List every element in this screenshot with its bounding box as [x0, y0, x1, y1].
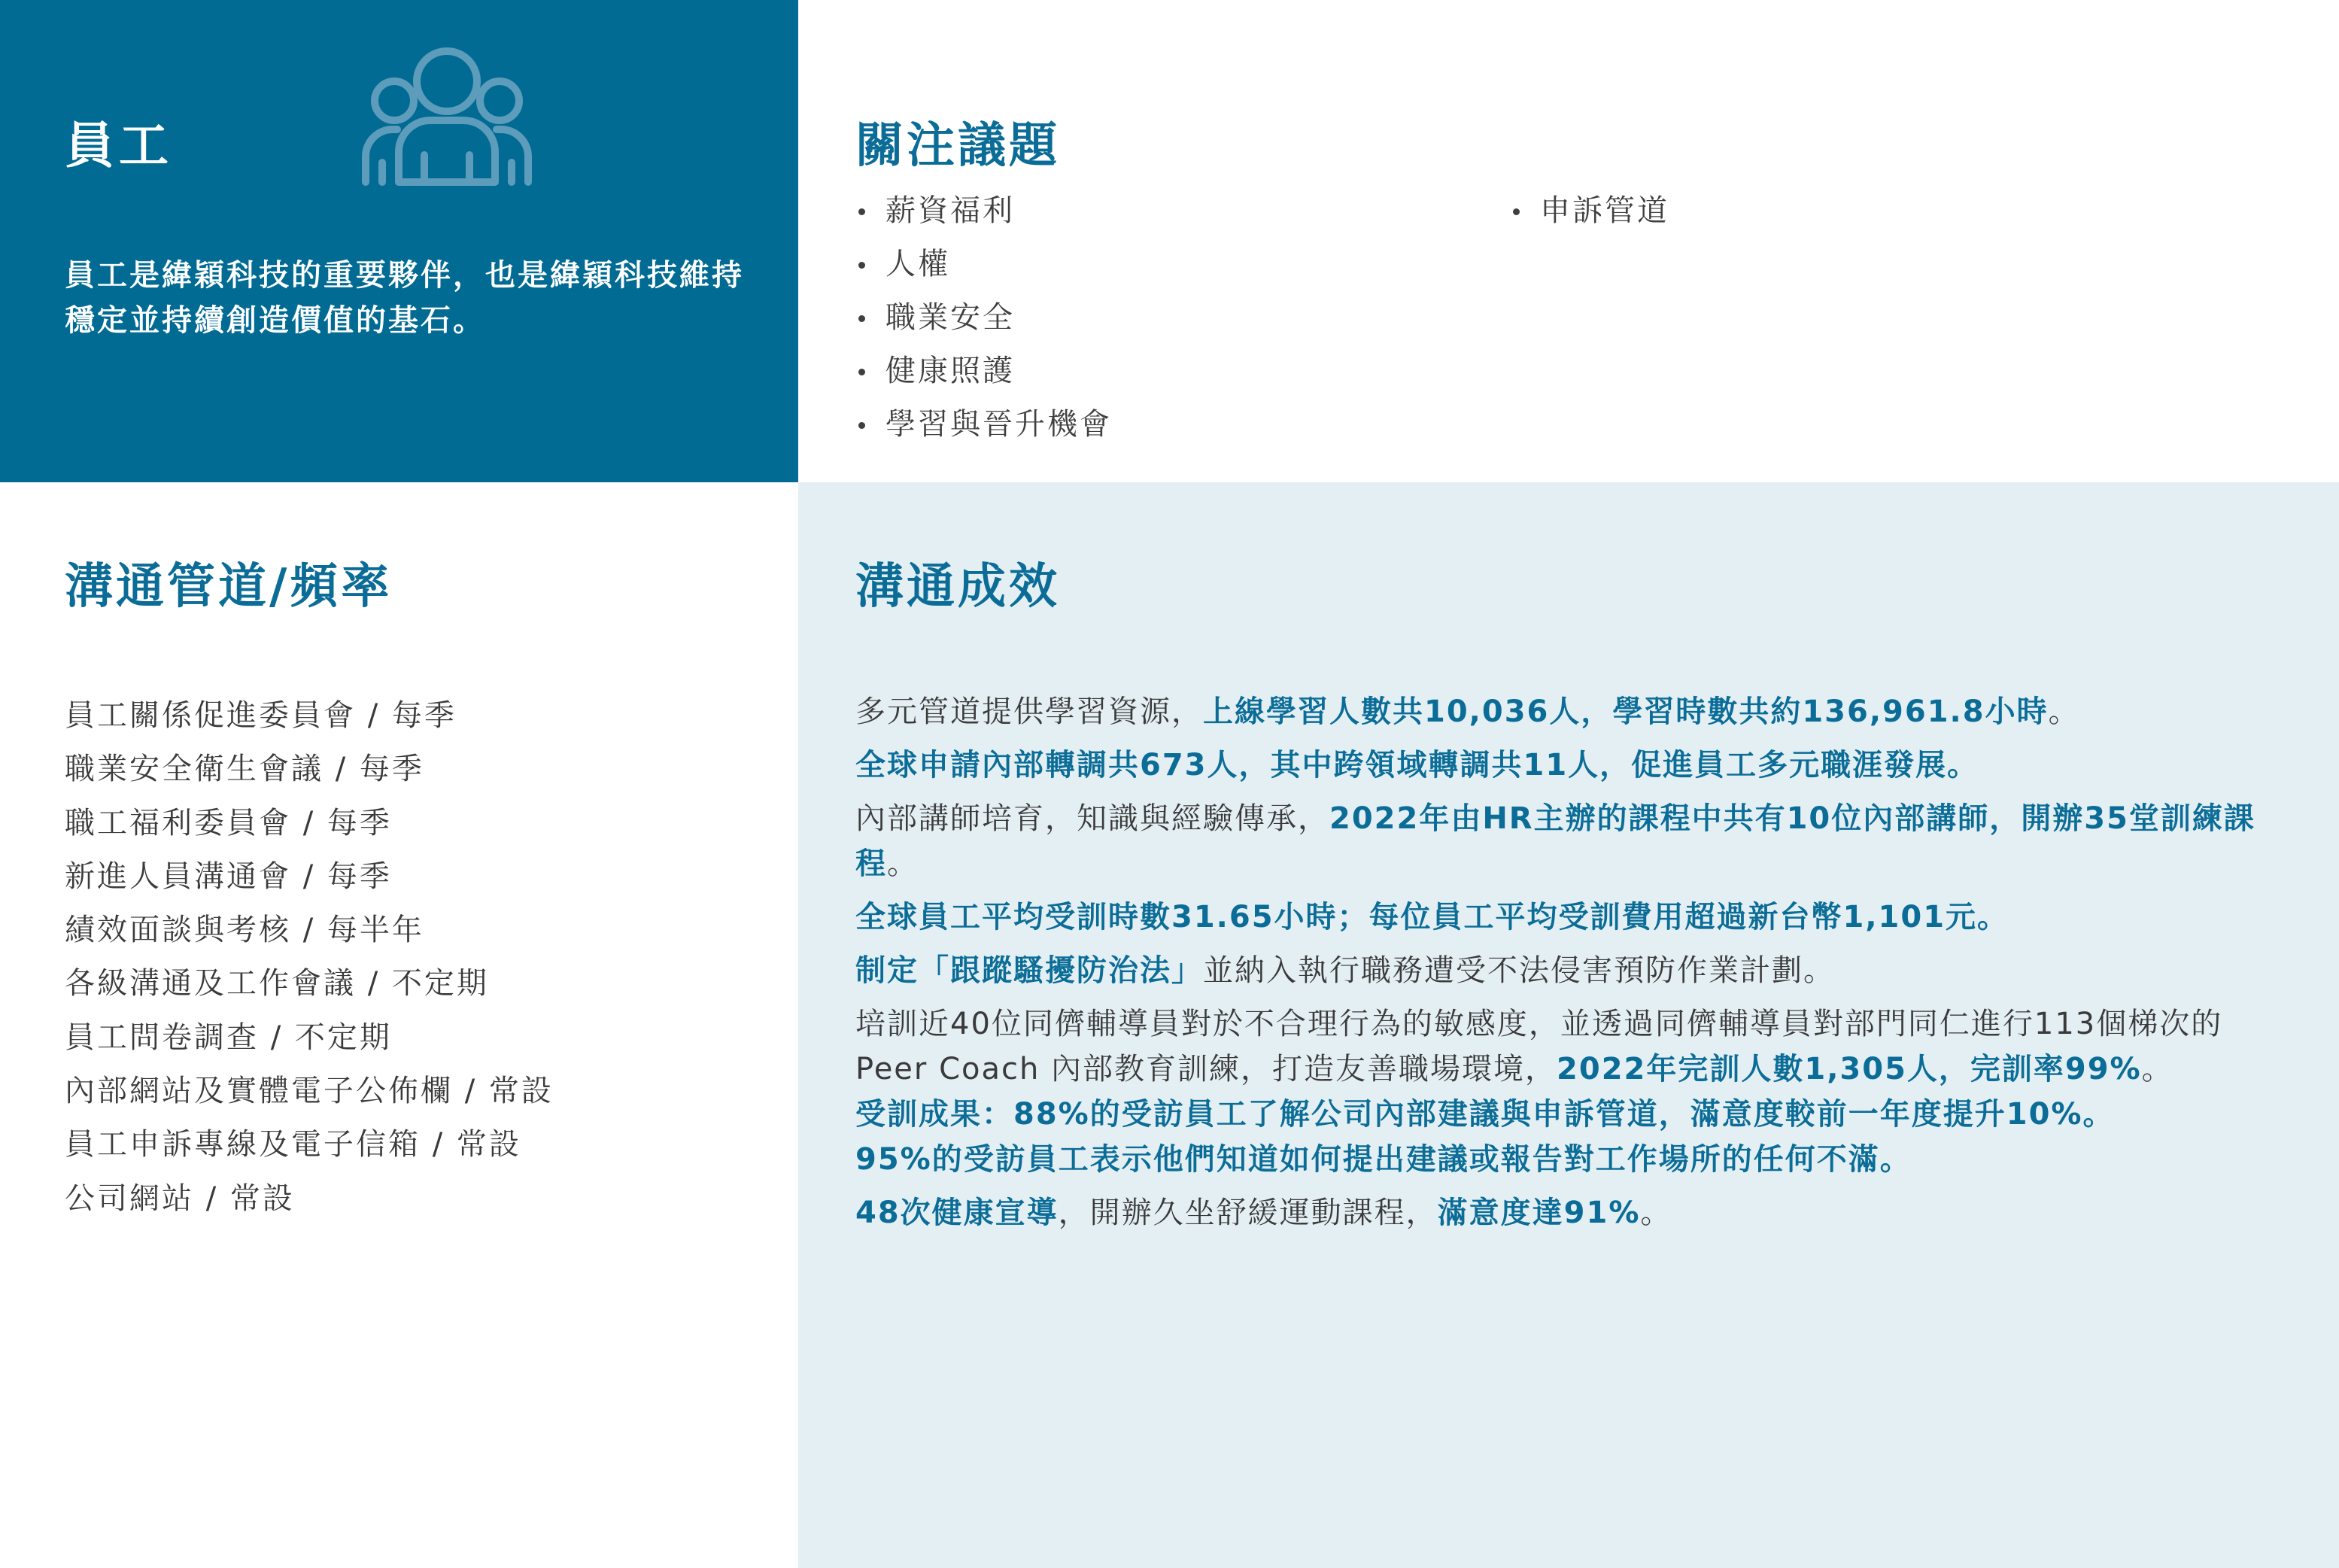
channel-item: 員工關係促進委員會 / 每季	[65, 698, 457, 733]
result-paragraph	[855, 895, 2300, 940]
channel-item: 員工申訴專線及電子信箱 / 常設	[65, 1127, 521, 1162]
issues-heading: 關注議題	[855, 118, 1060, 174]
channel-item: 績效面談與考核 / 每半年	[65, 913, 424, 948]
channels-heading: 溝通管道/頻率	[65, 559, 393, 615]
result-text: ，開辦久坐舒緩運動課程，	[1058, 1196, 1438, 1230]
channel-item: 公司網站 / 常設	[65, 1181, 295, 1216]
result-highlight: 滿意度達91%	[1437, 1196, 1641, 1230]
result-text: 內部講師培育，知識與經驗傳承，	[855, 801, 1329, 836]
issue-item: 健康照護	[855, 345, 1112, 398]
result-paragraph	[855, 796, 2300, 886]
result-text: 多元管道提供學習資源，	[855, 694, 1203, 729]
channel-item: 職業安全衛生會議 / 每季	[65, 752, 424, 787]
result-highlight: 全球員工平均受訓時數31.65小時；每位員工平均受訓費用超過新台幣1,101元。	[855, 900, 2009, 934]
results-body	[855, 689, 2300, 1235]
result-highlight: 2022年完訓人數1,305人，完訓率99%	[1557, 1052, 2142, 1086]
result-paragraph	[855, 689, 2300, 734]
issue-item: 申訴管道	[1510, 184, 1669, 238]
stakeholder-title: 員工	[65, 117, 173, 175]
stakeholder-panel	[0, 0, 798, 482]
issue-item: 學習與晉升機會	[855, 398, 1112, 451]
result-text: 。	[2141, 1052, 2173, 1086]
results-panel	[798, 482, 2339, 1568]
channel-item: 內部網站及實體電子公佈欄 / 常設	[65, 1074, 554, 1109]
issues-list-column-2	[1510, 184, 1669, 238]
result-text: 培訓近40位同儕輔導員對於不合理行為的敏感度，並透過同儕輔導員對部門同仁進行113個梯次的 Peer Coach 內部教育訓練，打造友善職場環境，	[855, 1007, 2223, 1086]
channel-list	[65, 689, 554, 1226]
result-paragraph	[855, 1001, 2300, 1092]
channel-item: 新進人員溝通會 / 每季	[65, 858, 392, 894]
issues-list-column-1	[855, 184, 1112, 451]
issue-item: 人權	[855, 238, 1112, 291]
issues-panel	[798, 0, 2339, 482]
channel-item: 各級溝通及工作會議 / 不定期	[65, 966, 489, 1001]
result-paragraph	[855, 1137, 2300, 1182]
result-highlight: 上線學習人數共10,036人，學習時數共約136,961.8小時	[1203, 694, 2049, 729]
stakeholder-description: 員工是緯穎科技的重要夥伴，也是緯穎科技維持穩定並持續創造價值的基石。	[65, 258, 744, 338]
result-paragraph	[855, 1190, 2300, 1235]
result-highlight: 48次健康宣導	[855, 1196, 1059, 1230]
result-paragraph	[855, 948, 2300, 993]
people-group-icon	[355, 42, 539, 190]
result-text: 。	[1640, 1196, 1672, 1230]
result-text: 。	[887, 846, 919, 881]
channels-panel	[0, 482, 798, 1568]
result-highlight: 95%的受訪員工表示他們知道如何提出建議或報告對工作場所的任何不滿。	[855, 1142, 1912, 1177]
channel-item: 職工福利委員會 / 每季	[65, 805, 392, 840]
result-text: 。	[2048, 694, 2080, 729]
result-highlight: 制定「跟蹤騷擾防治法」	[855, 953, 1203, 988]
result-highlight: 受訓成果：88%的受訪員工了解公司內部建議與申訴管道，滿意度較前一年度提升10%。	[855, 1097, 2115, 1132]
result-highlight: 2022年由HR主辦的課程中共有10位內部講師，開辦35堂訓練課程	[855, 801, 2255, 881]
result-paragraph	[855, 1092, 2300, 1137]
issue-item: 職業安全	[855, 291, 1112, 345]
result-paragraph	[855, 743, 2300, 788]
results-heading: 溝通成效	[855, 559, 1060, 615]
result-highlight: 全球申請內部轉調共673人，其中跨領域轉調共11人，促進員工多元職涯發展。	[855, 748, 1979, 782]
issue-item: 薪資福利	[855, 184, 1112, 238]
channel-item: 員工問卷調查 / 不定期	[65, 1020, 392, 1055]
result-text: 並納入執行職務遭受不法侵害預防作業計劃。	[1203, 953, 1835, 988]
